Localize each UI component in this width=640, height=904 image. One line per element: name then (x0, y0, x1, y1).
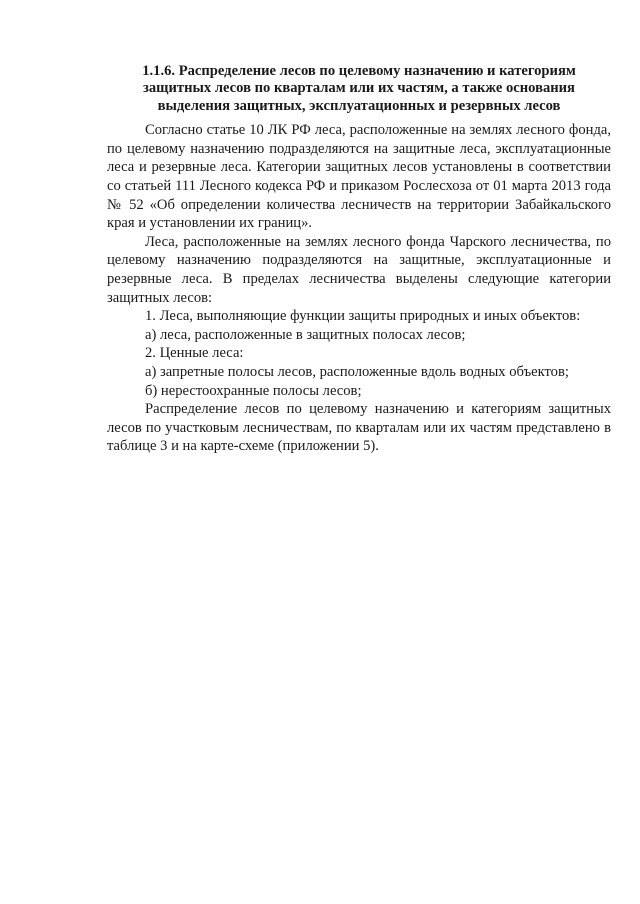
body-paragraph-legal-basis: Согласно статье 10 ЛК РФ леса, расположенные на землях лесного фонда, по целевому назначению подразделяются на защитные леса, эксплуатационные леса и резервные леса. Категории защитных лесов установлены в соответствии со статьей 111 Лесного кодекса РФ и приказом Рослесхоза от 01 марта 2013 года № 52 «Об определении количества лесничеств на территории Забайкальского края и установлении их границ». (107, 122, 611, 232)
list-item: а) леса, расположенные в защитных полосах лесов; (145, 326, 466, 343)
heading-line: выделения защитных, эксплуатационных и резервных лесов (157, 97, 561, 114)
list-item: 2. Ценные леса: (145, 345, 244, 362)
list-item: б) нерестоохранные полосы лесов; (145, 382, 362, 399)
section-heading (107, 63, 611, 115)
body-paragraph-closing: Распределение лесов по целевому назначению и категориям защитных лесов по участковым лесничествам, по кварталам или их частям представлено в таблице 3 и на карте-схеме (приложении 5). (107, 401, 611, 455)
heading-line: 1.1.6. Распределение лесов по целевому назначению и категориям (142, 63, 576, 79)
body-paragraph-forest-categories: Леса, расположенные на землях лесного фонда Чарского лесничества, по целевому назначению подразделяются на защитные, эксплуатационные и резервные леса. В пределах лесничества выделены следующие категории защитных лесов: (107, 233, 611, 306)
list-item: а) запретные полосы лесов, расположенные вдоль водных объектов; (145, 363, 569, 380)
list-item: 1. Леса, выполняющие функции защиты природных и иных объектов: (145, 308, 581, 325)
heading-line: защитных лесов по кварталам или их частям, а также основания (143, 80, 575, 97)
document-page (107, 63, 611, 456)
